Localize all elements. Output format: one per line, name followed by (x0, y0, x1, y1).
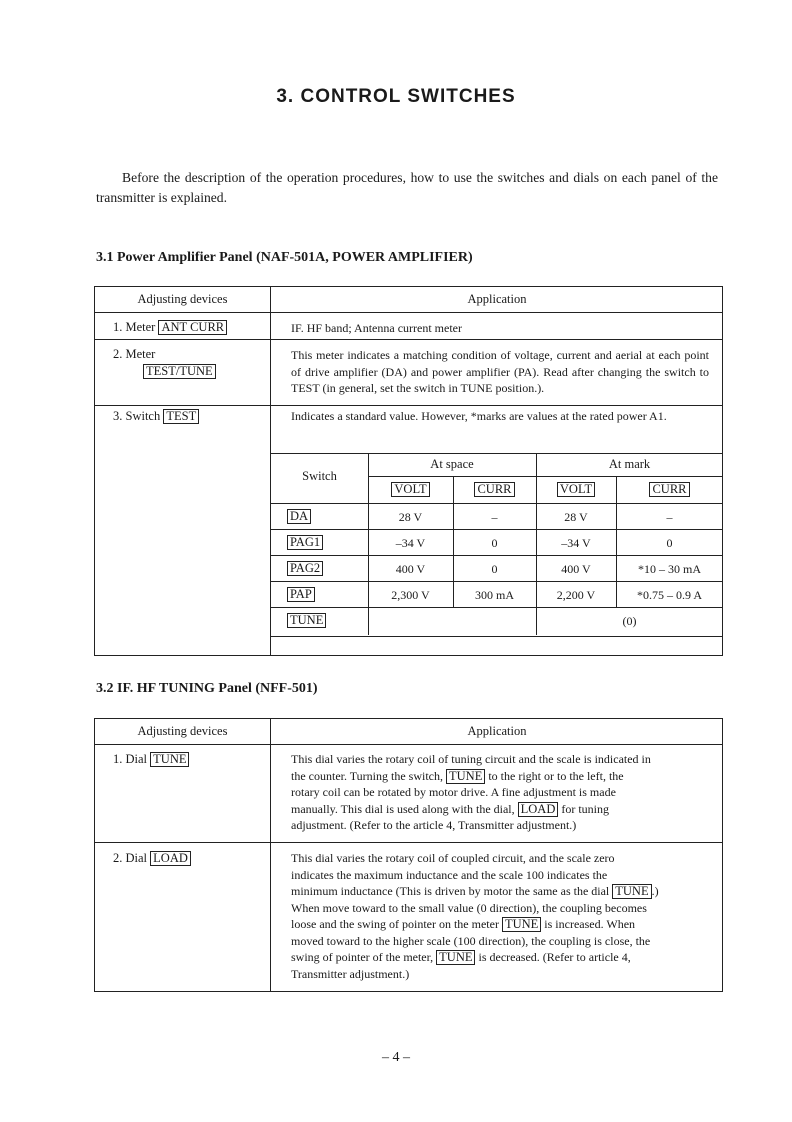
application-line (291, 933, 716, 950)
header-adjusting-devices: Adjusting devices (137, 292, 228, 306)
table-cell: 28 V (398, 510, 423, 524)
switch-header: Switch (302, 469, 337, 483)
switch-values-subtable (271, 453, 723, 637)
application-line (291, 784, 716, 801)
header-application: Application (467, 292, 527, 306)
device-row-3 (113, 408, 199, 425)
device-label: 2. Meter (113, 347, 156, 361)
table-cell: 2,200 V (556, 588, 596, 602)
text-run: is decreased. (Refer to article 4, (475, 950, 631, 964)
text-run: adjustment. (Refer to the article 4, Transmitter adjustment.) (291, 818, 577, 832)
table-cell: 28 V (564, 510, 588, 524)
device-row-2 (113, 850, 191, 867)
text-run: is increased. When (541, 917, 636, 931)
pag2-switch-label: PAG2 (287, 561, 323, 576)
load-key-label: LOAD (518, 802, 559, 817)
da-switch-label: DA (287, 509, 311, 524)
application-line (291, 966, 716, 983)
application-line (291, 817, 716, 834)
table-cell: *0.75 – 0.9 A (636, 588, 702, 602)
test-key-label: TEST (163, 409, 199, 424)
table-cell: – (491, 510, 498, 524)
table-cell: 400 V (561, 562, 591, 576)
tune-key-label: TUNE (502, 917, 541, 932)
text-run: indicates the maximum inductance and the scale 100 indicates the (291, 867, 608, 882)
application-line (291, 751, 716, 768)
tune-key-label: TUNE (446, 769, 485, 784)
header-adjusting-devices: Adjusting devices (137, 724, 228, 738)
application-row-2 (291, 850, 716, 982)
pap-switch-label: PAP (287, 587, 315, 602)
device-row-1 (113, 319, 227, 336)
tune-key-label: TUNE (150, 752, 189, 767)
pag1-switch-label: PAG1 (287, 535, 323, 550)
tune-key-label: TUNE (436, 950, 475, 965)
text-run: minimum inductance (This is driven by motor the same as the dial (291, 884, 613, 898)
table-power-amplifier (94, 286, 723, 656)
curr-key-label: CURR (649, 482, 689, 497)
text-run: Transmitter adjustment.) (291, 966, 410, 981)
application-row-1: IF. HF band; Antenna current meter (291, 321, 462, 335)
application-line (291, 949, 716, 966)
at-space-header: At space (430, 457, 474, 471)
section-heading-3-1: 3.1 Power Amplifier Panel (NAF-501A, POWER AMPLIFIER) (96, 250, 473, 265)
application-line (291, 801, 716, 818)
ant-curr-key-label: ANT CURR (158, 320, 227, 335)
device-label: 1. Dial (113, 752, 148, 766)
at-mark-header: At mark (608, 457, 651, 471)
application-row-1 (291, 751, 716, 834)
text-run: to the right or to the left, the (485, 768, 624, 783)
load-key-label: LOAD (150, 851, 191, 866)
intro-paragraph: Before the description of the operation procedures, how to use the switches and dials on each panel of the transmitter is explained. (96, 170, 718, 205)
text-run: This dial varies the rotary coil of coupled circuit, and the scale zero (291, 851, 615, 865)
tune-switch-label: TUNE (287, 613, 326, 628)
device-label: 2. Dial (113, 851, 148, 865)
header-application: Application (467, 724, 527, 738)
volt-key-label: VOLT (557, 482, 595, 497)
table-cell: – (666, 510, 673, 524)
text-run: for tuning (558, 801, 610, 816)
table-cell: *10 – 30 mA (638, 562, 701, 576)
device-row-2 (113, 346, 216, 380)
volt-key-label: VOLT (391, 482, 429, 497)
application-line (291, 850, 716, 867)
page-number: – 4 – (382, 1050, 410, 1065)
text-run: manually. This dial is used along with the dial, (291, 801, 518, 816)
text-run: the counter. Turning the switch, (291, 768, 446, 783)
text-run: moved toward to the higher scale (100 direction), the coupling is close, the (291, 933, 651, 948)
application-row-3: Indicates a standard value. However, *marks are values at the rated power A1. (291, 409, 667, 423)
table-cell: 0 (491, 562, 498, 576)
application-row-2: This meter indicates a matching condition of voltage, current and aerial at each point of drive amplifier (DA) and power amplifier (PA). Read after changing the switch to TEST (in general, set the switch in TUNE position.). (291, 348, 709, 395)
text-run: .) (651, 884, 659, 898)
table-cell: 0 (491, 536, 498, 550)
table-cell: –34 V (561, 536, 591, 550)
table-cell: 0 (666, 536, 673, 550)
test-tune-key-label: TEST/TUNE (143, 364, 216, 379)
table-cell: 300 mA (475, 588, 514, 602)
section-heading-3-2: 3.2 IF. HF TUNING Panel (NFF-501) (96, 681, 318, 696)
application-line (291, 916, 716, 933)
table-cell: 400 V (395, 562, 426, 576)
table-cell: 2,300 V (391, 588, 430, 602)
tune-key-label: TUNE (612, 884, 651, 899)
application-line (291, 768, 716, 785)
text-run: swing of pointer of the meter, (291, 950, 437, 964)
text-run: When move toward to the small value (0 direction), the coupling becomes (291, 900, 647, 915)
curr-key-label: CURR (474, 482, 514, 497)
device-label: 1. Meter (113, 320, 156, 334)
application-line (291, 900, 716, 917)
table-cell: –34 V (395, 536, 426, 550)
text-run: loose and the swing of pointer on the meter (291, 917, 502, 931)
text-run: This dial varies the rotary coil of tuning circuit and the scale is indicated in (291, 752, 651, 766)
table-cell: (0) (622, 614, 637, 628)
application-line (291, 867, 716, 884)
text-run: rotary coil can be rotated by motor drive. A fine adjustment is made (291, 785, 616, 799)
application-line (291, 883, 716, 900)
page-title: 3. CONTROL SWITCHES (276, 86, 516, 107)
device-label: 3. Switch (113, 409, 161, 423)
device-row-1 (113, 751, 189, 768)
table-tuning-panel (94, 718, 723, 992)
